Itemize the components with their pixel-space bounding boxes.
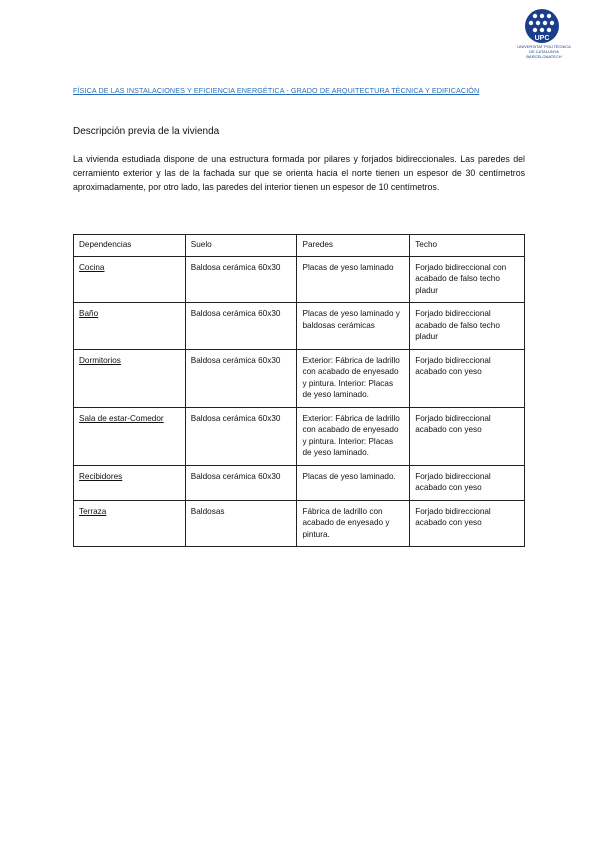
cell-paredes: Placas de yeso laminado. [297,465,410,500]
university-line: DE CATALUNYA [529,49,559,54]
cell-techo: Forjado bidireccional acabado con yeso [410,500,525,547]
university-name [508,44,580,59]
cell-dependencia[interactable]: Recibidores [74,465,186,500]
university-line: BARCELONATECH [526,54,562,59]
table-row [74,500,525,547]
section-title: Descripción previa de la vivienda [73,126,220,137]
cell-paredes: Placas de yeso laminado [297,256,410,303]
cell-techo: Forjado bidireccional con acabado de falso techo pladur [410,256,525,303]
cell-dependencia[interactable]: Terraza [74,500,186,547]
cell-suelo: Baldosa cerámica 60x30 [185,407,297,465]
header-suelo: Suelo [185,235,297,257]
cell-suelo: Baldosa cerámica 60x30 [185,303,297,350]
cell-dependencia[interactable]: Cocina [74,256,186,303]
cell-paredes: Exterior: Fábrica de ladrillo con acabado de enyesado y pintura. Interior: Placas de yeso laminado. [297,349,410,407]
cell-techo: Forjado bidireccional acabado con yeso [410,465,525,500]
header-dependencias: Dependencias [74,235,186,257]
cell-suelo: Baldosa cerámica 60x30 [185,349,297,407]
cell-suelo: Baldosa cerámica 60x30 [185,465,297,500]
cell-dependencia[interactable]: Sala de estar-Comedor [74,407,186,465]
description-paragraph: La vivienda estudiada dispone de una estructura formada por pilares y forjados bidireccionales. Las paredes del cerramiento exterior y las de la fachada sur que se orienta hacia el norte tienen un espesor de 30 centímetros aproximadamente, por otro lado, las paredes del interior tienen un espesor de 10 centímetros. [73,154,525,192]
table-row [74,465,525,500]
university-line: UNIVERSITAT POLITÈCNICA [517,44,571,49]
cell-paredes: Exterior: Fábrica de ladrillo con acabado de enyesado y pintura. Interior: Placas de yeso laminado. [297,407,410,465]
upc-mark-text: UPC [534,35,550,42]
upc-logo-mark [508,8,576,48]
cell-dependencia[interactable]: Dormitorios [74,349,186,407]
cell-techo: Forjado bidireccional acabado de falso techo pladur [410,303,525,350]
table-row [74,256,525,303]
table-row [74,407,525,465]
cell-techo: Forjado bidireccional acabado con yeso [410,407,525,465]
header-paredes: Paredes [297,235,410,257]
table-row [74,349,525,407]
cell-techo: Forjado bidireccional acabado con yeso [410,349,525,407]
course-header-link[interactable]: FÍSICA DE LAS INSTALACIONES Y EFICIENCIA ENERGÉTICA - GRADO DE ARQUITECTURA TÉCNICA Y EDIFICACIÓN [73,86,480,95]
cell-suelo: Baldosas [185,500,297,547]
cell-paredes: Fábrica de ladrillo con acabado de enyesado y pintura. [297,500,410,547]
table-header-row [74,235,525,257]
cell-suelo: Baldosa cerámica 60x30 [185,256,297,303]
header-techo: Techo [410,235,525,257]
cell-paredes: Placas de yeso laminado y baldosas cerámicas [297,303,410,350]
cell-dependencia[interactable]: Baño [74,303,186,350]
table-row [74,303,525,350]
dependencies-table [73,234,525,547]
upc-logo [508,8,576,68]
